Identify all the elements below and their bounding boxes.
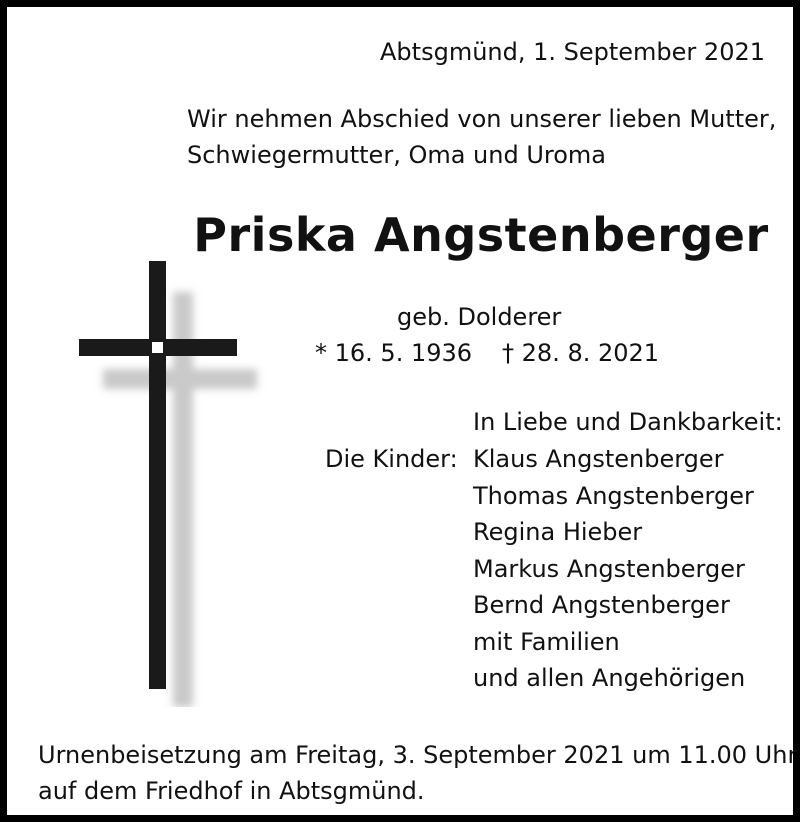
intro-text [187,101,776,173]
mourners-list [473,441,754,697]
birth-date: * 16. 5. 1936 [315,339,473,367]
list-item: Thomas Angstenberger [473,481,754,510]
list-item: und allen Angehörigen [473,664,746,692]
burial-info [38,737,797,809]
list-item: Klaus Angstenberger [473,445,724,473]
burial-line-2: auf dem Friedhof in Abtsgmünd. [38,777,425,805]
list-item: Markus Angstenberger [473,554,745,583]
cross-shape [79,261,237,689]
cross-icon [67,257,267,707]
intro-line-1: Wir nehmen Abschied von unserer lieben Mutter, [187,105,777,133]
life-dates [315,335,659,371]
deceased-name: Priska Angstenberger [193,208,769,262]
intro-line-2: Schwiegermutter, Oma und Uroma [187,141,607,169]
gratitude-line: In Liebe und Dankbarkeit: [473,408,783,436]
burial-line-1: Urnenbeisetzung am Freitag, 3. September 2021 um 11.00 Uhr [38,741,798,769]
maiden-name: geb. Dolderer [397,303,562,331]
children-label: Die Kinder: [325,445,458,473]
list-item: Bernd Angstenberger [473,591,730,619]
list-item: mit Familien [473,627,620,656]
date-place: Abtsgmünd, 1. September 2021 [380,38,765,66]
death-date: † 28. 8. 2021 [502,339,660,367]
list-item: Regina Hieber [473,518,643,546]
